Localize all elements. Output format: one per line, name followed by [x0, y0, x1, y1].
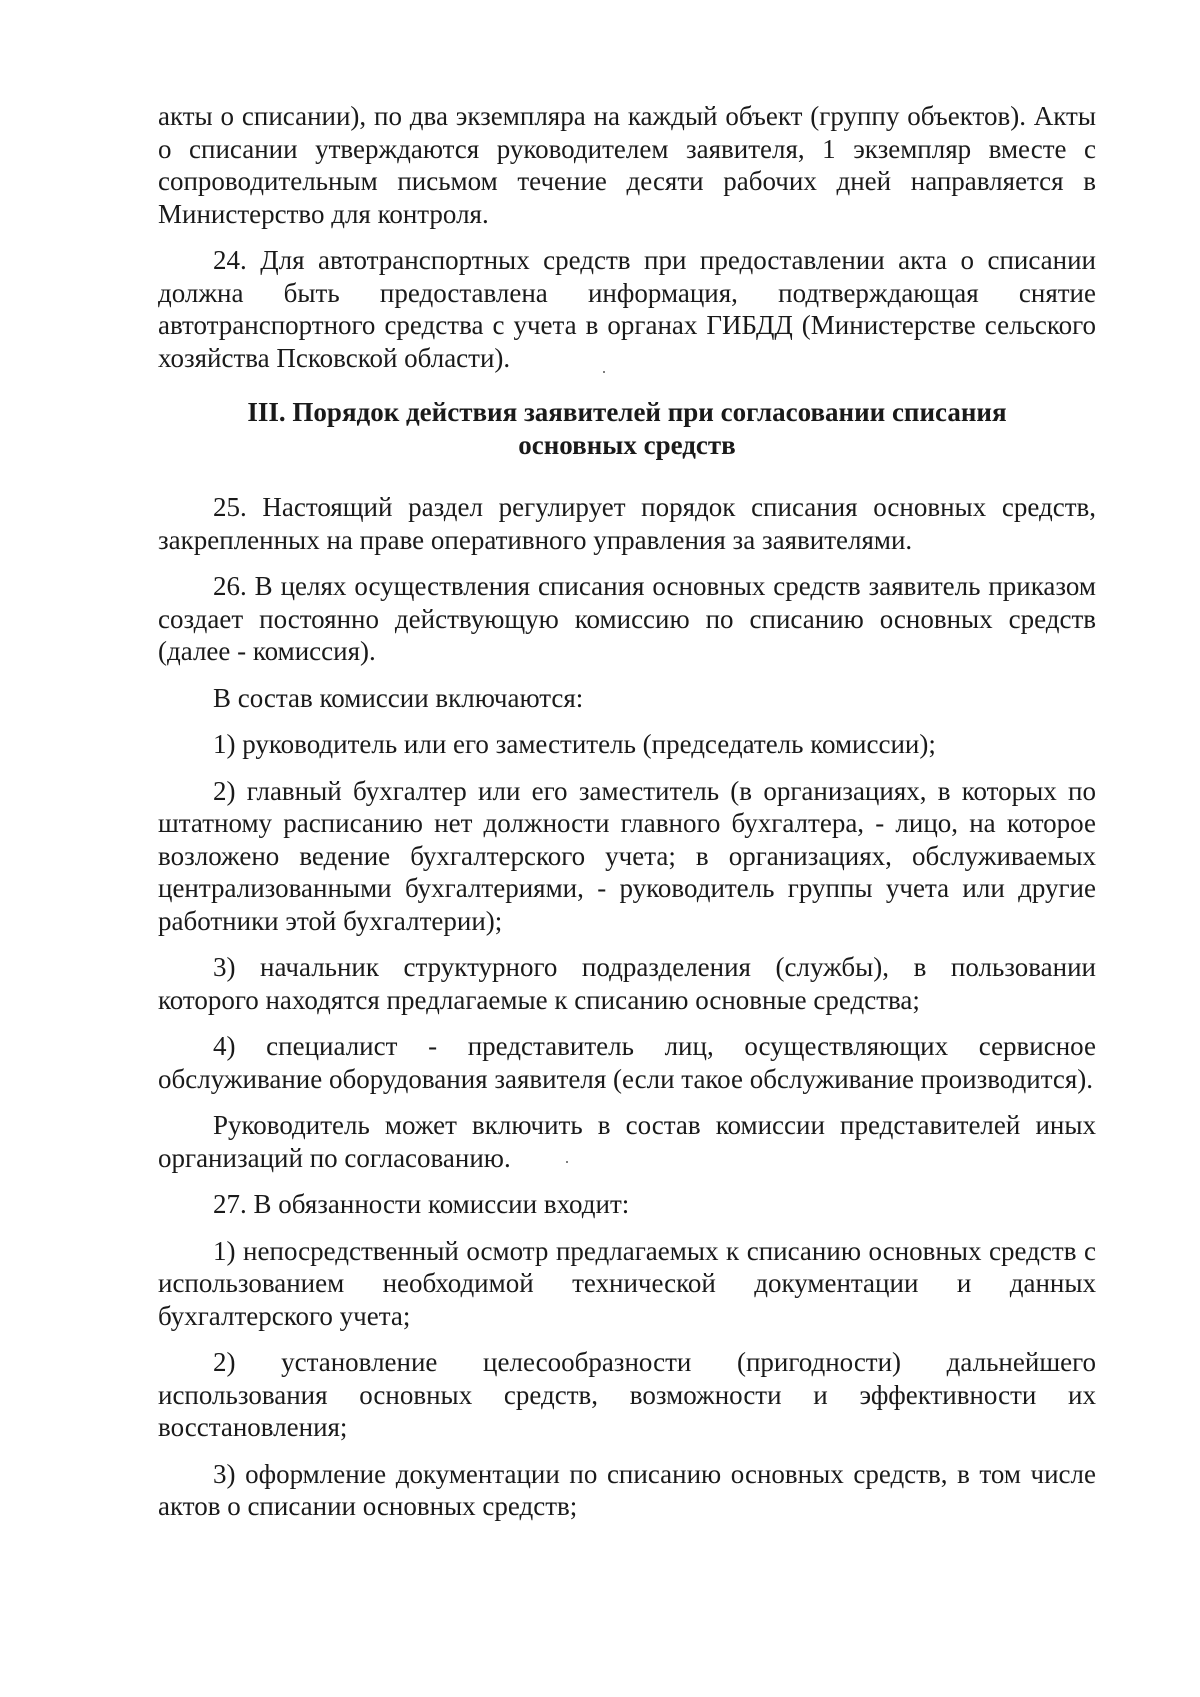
duty-item-2: 2) установление целесообразности (пригодности) дальнейшего использования основных средств, возможности и эффективности их восстановления; — [158, 1347, 1096, 1442]
scan-speck — [603, 371, 605, 373]
paragraph-other-organizations: Руководитель может включить в состав комиссии представителей иных организаций по согласованию. — [158, 1110, 1096, 1173]
paragraph-27: 27. В обязанности комиссии входит: — [213, 1189, 630, 1219]
duty-item-3: 3) оформление документации по списанию основных средств, в том числе актов о списании основных средств; — [158, 1458, 1096, 1521]
document-body — [158, 100, 1096, 1537]
paragraph-commission-composition: В состав комиссии включаются: — [213, 682, 584, 713]
list-item-1: 1) руководитель или его заместитель (председатель комиссии); — [213, 729, 936, 759]
scan-speck — [566, 1161, 568, 1163]
paragraph-25: 25. Настоящий раздел регулирует порядок списания основных средств, закрепленных на праве оперативного управления за заявителями. — [158, 492, 1096, 555]
list-item-4: 4) специалист - представитель лиц, осуществляющих сервисное обслуживание оборудования заявителя (если такое обслуживание производится). — [158, 1031, 1096, 1094]
paragraph-continuation: акты о списании), по два экземпляра на каждый объект (группу объектов). Акты о списании утверждаются руководителем заявителя, 1 экземпляр вместе с сопроводительным письмом течение десяти рабочих дней направляется в Министерство для контроля. — [158, 101, 1096, 229]
duty-item-1: 1) непосредственный осмотр предлагаемых к списанию основных средств с использованием необходимой технической документации и данных бухгалтерского учета; — [158, 1235, 1096, 1331]
list-item-2: 2) главный бухгалтер или его заместитель (в организациях, в которых по штатному расписанию нет должности главного бухгалтера, - лицо, на которое возложено ведение бухгалтерского учета; в организациях, обслуживаемых централизованными бухгалтериями, - руководитель группы учета или другие работники этой бухгалтерии); — [158, 775, 1096, 936]
paragraph-24: 24. Для автотранспортных средств при предоставлении акта о списании должна быть предоставлена информация, подтверждающая снятие автотранспортного средства с учета в органах ГИБДД (Министерстве сельского хозяйства Псковской области). — [158, 245, 1096, 373]
section-heading-line-1: III. Порядок действия заявителей при согласовании списания — [247, 397, 1007, 427]
section-heading-line-2: основных средств — [518, 429, 736, 460]
section-heading-3 — [158, 396, 1096, 461]
list-item-3: 3) начальник структурного подразделения (службы), в пользовании которого находятся предлагаемые к списанию основные средства; — [158, 952, 1096, 1015]
paragraph-26: 26. В целях осуществления списания основных средств заявитель приказом создает постоянно действующую комиссию по списанию основных средств (далее - комиссия). — [158, 571, 1096, 666]
